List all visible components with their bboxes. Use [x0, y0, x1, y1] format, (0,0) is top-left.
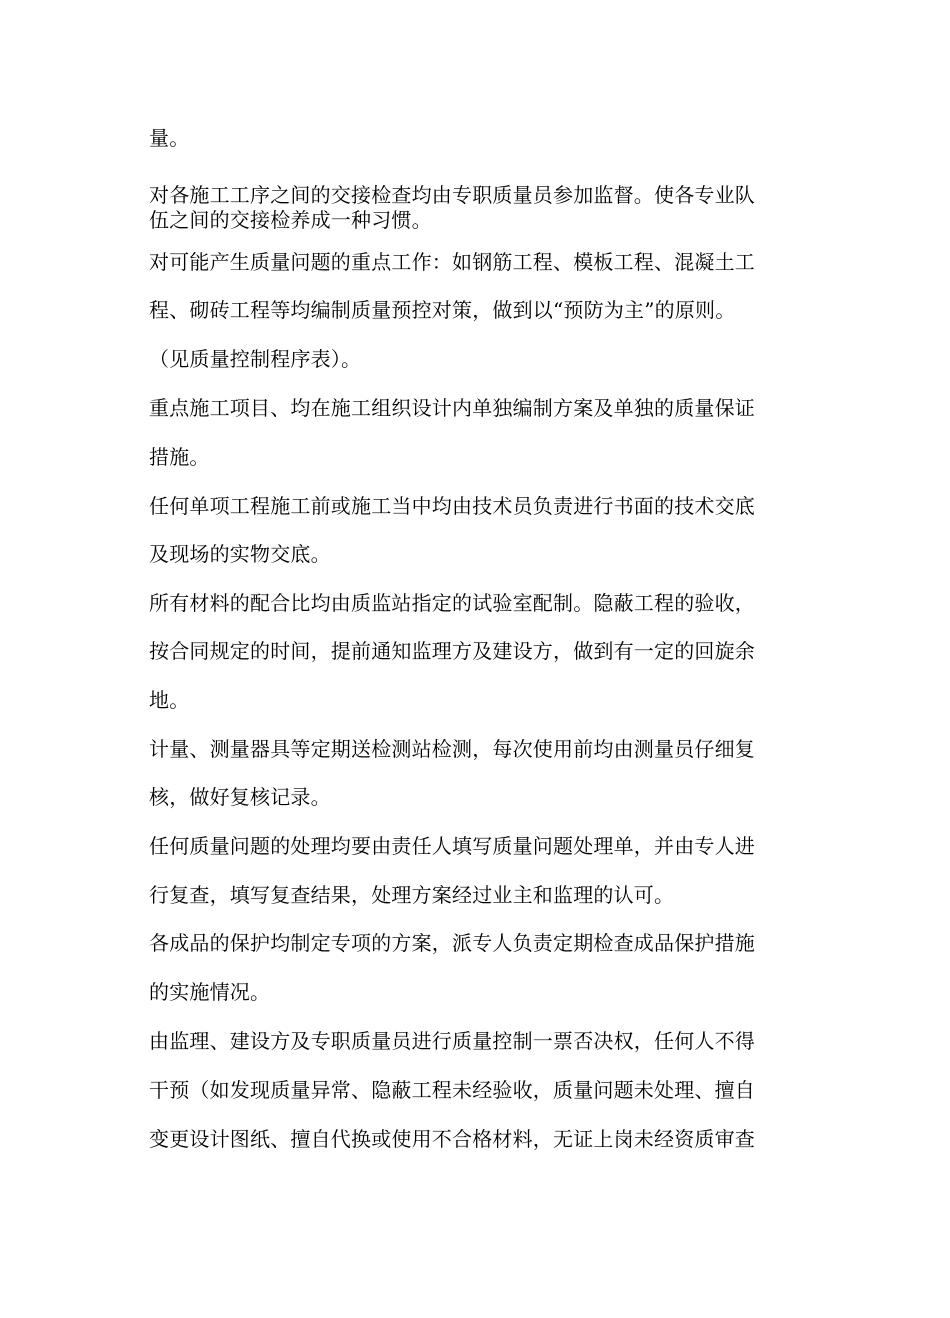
text-line: 任何质量问题的处理均要由责任人填写质量问题处理单，并由专人进 — [149, 834, 755, 858]
text-line: 量。 — [149, 126, 190, 150]
text-line: 重点施工项目、均在施工组织设计内单独编制方案及单独的质量保证 — [149, 396, 755, 420]
text-line: 行复查，填写复查结果，处理方案经过业主和监理的认可。 — [149, 883, 675, 907]
text-line: 对各施工工序之间的交接检查均由专职质量员参加监督。使各专业队 — [149, 183, 755, 207]
text-line: 伍之间的交接检养成一种习惯。 — [149, 208, 432, 232]
text-line: 由监理、建设方及专职质量员进行质量控制一票否决权，任何人不得 — [149, 1029, 755, 1053]
text-line: 程、砌砖工程等均编制质量预控对策，做到以“预防为主”的原则。 — [149, 298, 736, 322]
text-line: （见质量控制程序表）。 — [149, 347, 362, 371]
text-line: 对可能产生质量问题的重点工作：如钢筋工程、模板工程、混凝土工 — [149, 250, 755, 274]
text-line: 核，做好复核记录。 — [149, 785, 331, 809]
text-line: 措施。 — [149, 445, 210, 469]
text-line: 变更设计图纸、擅自代换或使用不合格材料，无证上岗未经资质审查 — [149, 1127, 755, 1151]
text-line: 各成品的保护均制定专项的方案，派专人负责定期检查成品保护措施 — [149, 931, 755, 955]
text-line: 任何单项工程施工前或施工当中均由技术员负责进行书面的技术交底 — [149, 494, 755, 518]
text-line: 干预（如发现质量异常、隐蔽工程未经验收，质量问题未处理、擅自 — [149, 1078, 755, 1102]
text-line: 按合同规定的时间，提前通知监理方及建设方，做到有一定的回旋余 — [149, 639, 755, 663]
text-line: 及现场的实物交底。 — [149, 542, 331, 566]
text-line: 计量、测量器具等定期送检测站检测，每次使用前均由测量员仔细复 — [149, 737, 755, 761]
text-line: 所有材料的配合比均由质监站指定的试验室配制。隐蔽工程的验收， — [149, 591, 755, 615]
text-line: 地。 — [149, 688, 190, 712]
text-line: 的实施情况。 — [149, 980, 271, 1004]
